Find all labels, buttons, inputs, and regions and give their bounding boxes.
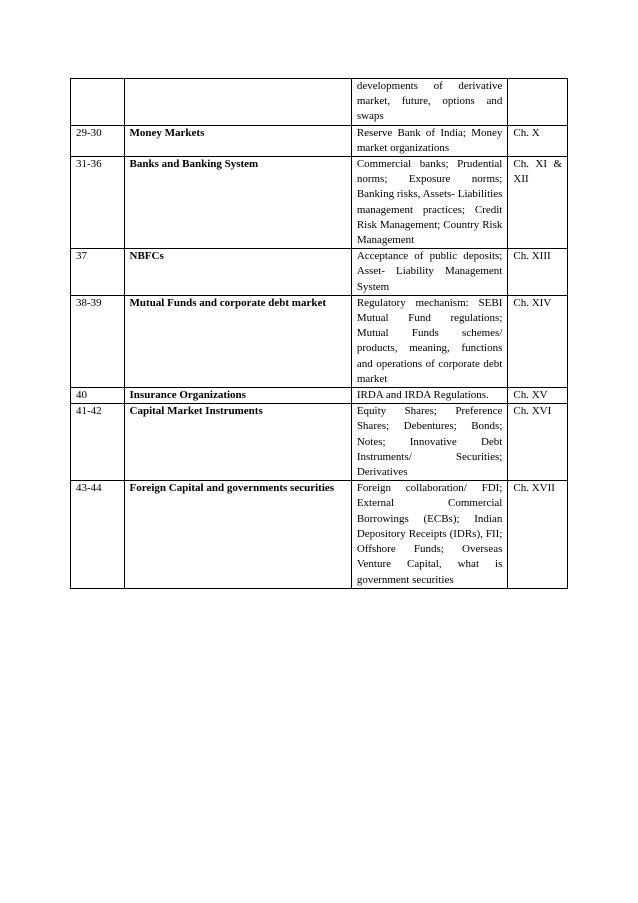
lecture-number-cell: 37: [71, 249, 125, 296]
chapter-cell: [508, 79, 568, 126]
chapter-cell: Ch. XV: [508, 388, 568, 404]
subtopics-cell: Commercial banks; Prudential norms; Exposure norms; Banking risks, Assets- Liabilities management practices; Credit Risk Management; Country Risk Management: [351, 157, 508, 249]
chapter-cell: Ch. XVII: [508, 481, 568, 588]
topic-cell: Capital Market Instruments: [124, 404, 351, 481]
subtopics-cell: IRDA and IRDA Regulations.: [351, 388, 508, 404]
table-row: [71, 388, 568, 404]
lecture-number-cell: 29-30: [71, 125, 125, 156]
topic-cell: Mutual Funds and corporate debt market: [124, 295, 351, 387]
table-row: [71, 79, 568, 126]
subtopics-cell: Equity Shares; Preference Shares; Debentures; Bonds; Notes; Innovative Debt Instruments/ Securities; Derivatives: [351, 404, 508, 481]
chapter-cell: Ch. XIII: [508, 249, 568, 296]
table-row: [71, 157, 568, 249]
table-row: [71, 481, 568, 588]
chapter-cell: Ch. XIV: [508, 295, 568, 387]
topic-cell: Insurance Organizations: [124, 388, 351, 404]
lecture-number-cell: 40: [71, 388, 125, 404]
lecture-number-cell: 41-42: [71, 404, 125, 481]
subtopics-cell: Acceptance of public deposits; Asset- Liability Management System: [351, 249, 508, 296]
lecture-number-cell: 31-36: [71, 157, 125, 249]
topic-cell: Foreign Capital and governments securities: [124, 481, 351, 588]
syllabus-table: [70, 78, 568, 589]
subtopics-cell: Foreign collaboration/ FDI; External Commercial Borrowings (ECBs); Indian Depository Receipts (IDRs), FII; Offshore Funds; Overseas Venture Capital, what is government securities: [351, 481, 508, 588]
subtopics-cell: Reserve Bank of India; Money market organizations: [351, 125, 508, 156]
subtopics-cell: Regulatory mechanism: SEBI Mutual Fund regulations; Mutual Funds schemes/ products, meaning, functions and operations of corporate debt market: [351, 295, 508, 387]
subtopics-cell: developments of derivative market, future, options and swaps: [351, 79, 508, 126]
chapter-cell: Ch. XI & XII: [508, 157, 568, 249]
topic-cell: [124, 79, 351, 126]
lecture-number-cell: 43-44: [71, 481, 125, 588]
table-row: [71, 404, 568, 481]
chapter-cell: Ch. X: [508, 125, 568, 156]
lecture-number-cell: [71, 79, 125, 126]
lecture-number-cell: 38-39: [71, 295, 125, 387]
topic-cell: Banks and Banking System: [124, 157, 351, 249]
topic-cell: Money Markets: [124, 125, 351, 156]
table-row: [71, 249, 568, 296]
table-row: [71, 295, 568, 387]
chapter-cell: Ch. XVI: [508, 404, 568, 481]
table-row: [71, 125, 568, 156]
topic-cell: NBFCs: [124, 249, 351, 296]
